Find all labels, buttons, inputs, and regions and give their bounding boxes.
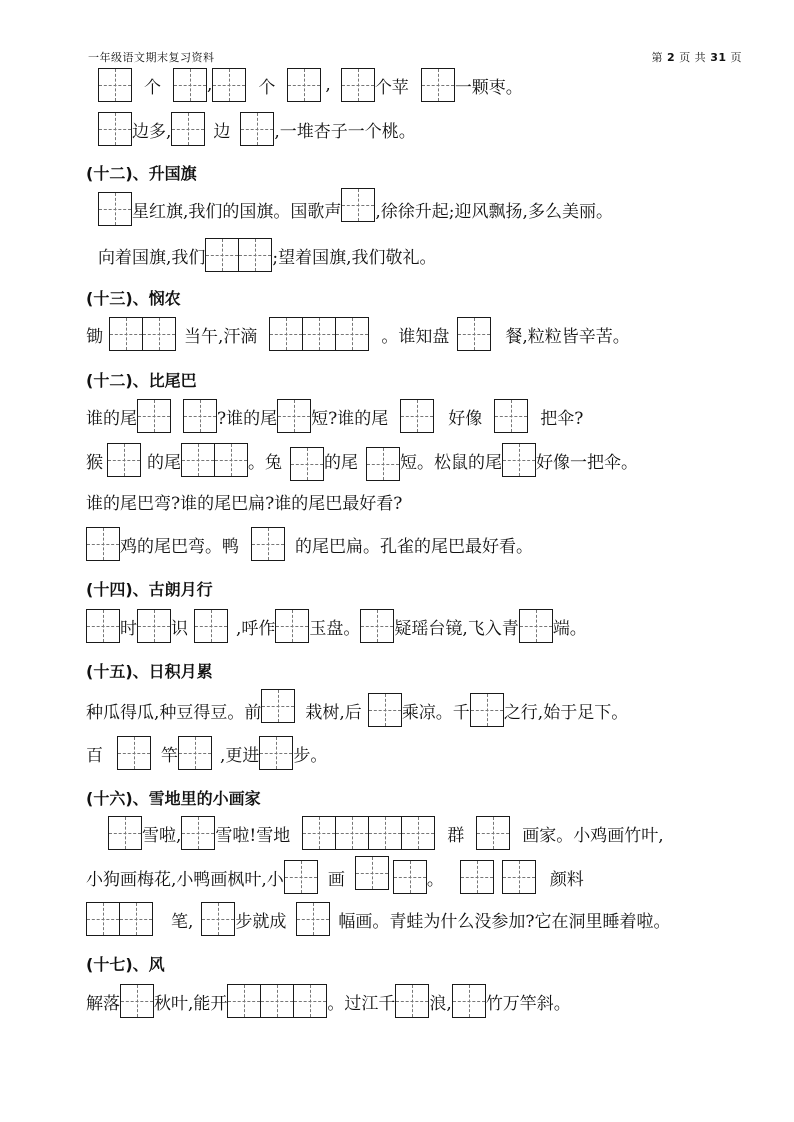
tianzige-box[interactable] — [205, 238, 239, 272]
exercise-line — [86, 524, 533, 564]
line-text: 好像 — [448, 408, 483, 429]
line-text: 锄 — [86, 326, 103, 347]
tianzige-box[interactable] — [476, 816, 510, 850]
line-text: 步就成 — [235, 911, 287, 932]
line-text: 疑瑶台镜,飞入青 — [394, 618, 519, 639]
tianzige-box[interactable] — [98, 112, 132, 146]
tianzige-box[interactable] — [296, 902, 330, 936]
tianzige-box[interactable] — [336, 816, 369, 850]
line-text: 百 — [86, 745, 103, 766]
exercise-line — [86, 733, 327, 773]
line-text: 解落 — [86, 993, 120, 1014]
tianzige-box[interactable] — [117, 736, 151, 770]
page-prefix: 第 — [651, 51, 664, 64]
line-text: 边多, — [132, 121, 172, 142]
tianzige-box[interactable] — [120, 984, 154, 1018]
tianzige-box[interactable] — [294, 984, 327, 1018]
tianzige-box[interactable] — [502, 860, 536, 894]
tianzige-box[interactable] — [355, 856, 389, 890]
line-text: ,徐徐升起;迎风飘扬,多么美丽。 — [375, 201, 613, 222]
line-text: ?谁的尾 — [217, 408, 278, 429]
line-text: 端。 — [552, 618, 587, 639]
tianzige-box[interactable] — [341, 188, 375, 222]
tianzige-box[interactable] — [181, 816, 215, 850]
line-text: ,呼作 — [236, 618, 276, 639]
line-text: 之行,始于足下。 — [503, 702, 629, 723]
exercise-line — [86, 396, 583, 436]
tianzige-box[interactable] — [215, 443, 248, 477]
line-text: 小狗画梅花,小鸭画枫叶,小 — [86, 869, 284, 890]
line-text: 栽树,后 — [305, 702, 362, 723]
tianzige-group — [227, 984, 327, 1018]
tianzige-box[interactable] — [137, 399, 171, 433]
line-text: 。过江千 — [327, 993, 396, 1014]
line-text: 雪啦!雪地 — [215, 825, 291, 846]
exercise-line — [86, 606, 587, 646]
line-text: 竿 — [161, 745, 178, 766]
tianzige-box[interactable] — [302, 816, 336, 850]
line-text: 种瓜得瓜,种豆得豆。前 — [86, 702, 262, 723]
line-text: 个 — [258, 77, 276, 98]
page-total: 31 — [710, 51, 727, 64]
tianzige-box[interactable] — [395, 984, 429, 1018]
exercise-line — [98, 109, 416, 149]
line-text: 竹万竿斜。 — [485, 993, 571, 1014]
line-text: 向着国旗,我们 — [98, 247, 206, 268]
line-text: 画家。小鸡画竹叶, — [522, 825, 664, 846]
tianzige-box[interactable] — [171, 112, 205, 146]
section-title: (十六)、雪地里的小画家 — [86, 789, 261, 808]
tianzige-box[interactable] — [360, 609, 394, 643]
line-text: ;望着国旗,我们敬礼。 — [272, 247, 437, 268]
tianzige-box[interactable] — [178, 736, 212, 770]
tianzige-box[interactable] — [341, 68, 375, 102]
line-text: 餐,粒粒皆辛苦。 — [505, 326, 630, 347]
tianzige-box[interactable] — [181, 443, 215, 477]
line-text: ,更进 — [220, 745, 260, 766]
exercise-line — [98, 235, 437, 275]
tianzige-box[interactable] — [173, 68, 207, 102]
tianzige-box[interactable] — [98, 192, 132, 226]
tianzige-box[interactable] — [368, 693, 402, 727]
page-mid: 页 共 — [679, 51, 707, 64]
section-title: (十三)、悯农 — [86, 289, 181, 308]
line-text: 鸡的尾巴弯。鸭 — [120, 536, 239, 557]
tianzige-box[interactable] — [277, 399, 311, 433]
tianzige-box[interactable] — [201, 902, 235, 936]
tianzige-box[interactable] — [369, 816, 402, 850]
tianzige-group — [355, 856, 389, 890]
tianzige-box[interactable] — [400, 399, 434, 433]
tianzige-group — [302, 816, 435, 850]
line-text: , — [325, 75, 331, 95]
tianzige-box[interactable] — [421, 68, 455, 102]
line-text: 步。 — [293, 745, 328, 766]
line-text: 画 — [327, 869, 345, 890]
section-title: (十二)、比尾巴 — [86, 371, 197, 390]
section-title: (十五)、日积月累 — [86, 662, 213, 681]
line-text: 雪啦, — [142, 825, 182, 846]
line-text: 乘凉。千 — [401, 702, 470, 723]
document-title: 一年级语文期末复习资料 — [88, 51, 215, 64]
exercise-line — [86, 481, 402, 521]
tianzige-box[interactable] — [183, 399, 217, 433]
line-text: 短。松鼠的尾 — [400, 452, 502, 473]
tianzige-box[interactable] — [452, 984, 486, 1018]
exercise-line — [86, 690, 628, 730]
line-text: 。谁知盘 — [381, 326, 450, 347]
line-text: 识 — [171, 618, 188, 639]
tianzige-box[interactable] — [494, 399, 528, 433]
exercise-line — [86, 857, 584, 897]
tianzige-box[interactable] — [275, 609, 309, 643]
tianzige-group — [109, 317, 176, 351]
tianzige-box[interactable] — [470, 693, 504, 727]
line-text: 边 — [213, 121, 231, 142]
line-text: 的尾 — [324, 452, 358, 473]
line-text: 。 — [426, 869, 444, 890]
tianzige-box[interactable] — [109, 317, 143, 351]
exercise-line — [86, 440, 638, 480]
tianzige-box[interactable] — [194, 609, 228, 643]
tianzige-box[interactable] — [393, 860, 427, 894]
tianzige-box[interactable] — [107, 443, 141, 477]
line-text: 笔, — [171, 911, 194, 932]
line-text: 猴 — [86, 452, 103, 473]
section-title: (十二)、升国旗 — [86, 164, 197, 183]
line-text: 浪, — [429, 993, 452, 1014]
tianzige-box[interactable] — [98, 68, 132, 102]
tianzige-group — [269, 317, 369, 351]
tianzige-box[interactable] — [239, 238, 272, 272]
tianzige-box[interactable] — [284, 860, 318, 894]
tianzige-box[interactable] — [137, 609, 171, 643]
tianzige-box[interactable] — [86, 902, 120, 936]
tianzige-box[interactable] — [336, 317, 369, 351]
tianzige-box[interactable] — [120, 902, 153, 936]
line-text: 短?谁的尾 — [311, 408, 389, 429]
exercise-line — [108, 813, 664, 853]
tianzige-box[interactable] — [143, 317, 176, 351]
exercise-line — [86, 899, 671, 939]
tianzige-box[interactable] — [86, 609, 120, 643]
exercise-line — [86, 314, 630, 354]
line-text: 谁的尾巴弯?谁的尾巴扁?谁的尾巴最好看? — [86, 493, 403, 514]
line-text: 星红旗,我们的国旗。国歌声 — [132, 201, 342, 222]
tianzige-box[interactable] — [290, 447, 324, 481]
line-text: 时 — [120, 618, 137, 639]
tianzige-group — [86, 902, 153, 936]
line-text: 个 — [144, 77, 161, 98]
tianzige-box[interactable] — [366, 447, 400, 481]
tianzige-box[interactable] — [261, 689, 295, 723]
line-text: , — [207, 75, 213, 95]
line-text: 一颗枣。 — [454, 77, 523, 98]
tianzige-box[interactable] — [108, 816, 142, 850]
page-number: 2 — [667, 51, 676, 64]
tianzige-box[interactable] — [251, 527, 285, 561]
tianzige-box[interactable] — [261, 984, 294, 1018]
tianzige-box[interactable] — [227, 984, 261, 1018]
line-text: 谁的尾 — [86, 408, 137, 429]
tianzige-box[interactable] — [259, 736, 293, 770]
line-text: 颜料 — [549, 869, 584, 890]
page-suffix: 页 — [730, 51, 742, 64]
line-text: 个苹 — [374, 77, 409, 98]
line-text: 好像一把伞。 — [536, 452, 638, 473]
line-text: ,一堆杏子一个桃。 — [274, 121, 416, 142]
line-text: 玉盘。 — [309, 618, 361, 639]
line-text: 秋叶,能开 — [154, 993, 228, 1014]
page-indicator — [652, 49, 742, 65]
tianzige-box[interactable] — [212, 68, 246, 102]
line-text: 幅画。青蛙为什么没参加?它在洞里睡着啦。 — [338, 911, 671, 932]
exercise-line — [98, 189, 613, 229]
tianzige-box[interactable] — [457, 317, 491, 351]
line-text: 当午,汗滴 — [184, 326, 258, 347]
line-text: 的尾巴扁。孔雀的尾巴最好看。 — [295, 536, 533, 557]
tianzige-box[interactable] — [502, 443, 536, 477]
tianzige-box[interactable] — [269, 317, 303, 351]
section-title: (十四)、古朗月行 — [86, 580, 213, 599]
exercise-line — [98, 65, 523, 105]
line-text: 。兔 — [248, 452, 282, 473]
tianzige-box[interactable] — [402, 816, 435, 850]
line-text: 把伞? — [540, 408, 584, 429]
tianzige-box[interactable] — [460, 860, 494, 894]
tianzige-box[interactable] — [303, 317, 336, 351]
exercise-line — [86, 981, 571, 1021]
tianzige-box[interactable] — [287, 68, 321, 102]
tianzige-box[interactable] — [519, 609, 553, 643]
tianzige-group — [181, 443, 248, 477]
tianzige-box[interactable] — [86, 527, 120, 561]
tianzige-box[interactable] — [240, 112, 274, 146]
line-text: 群 — [447, 825, 465, 846]
section-title: (十七)、风 — [86, 955, 165, 974]
tianzige-group — [205, 238, 272, 272]
line-text: 的尾 — [147, 452, 181, 473]
